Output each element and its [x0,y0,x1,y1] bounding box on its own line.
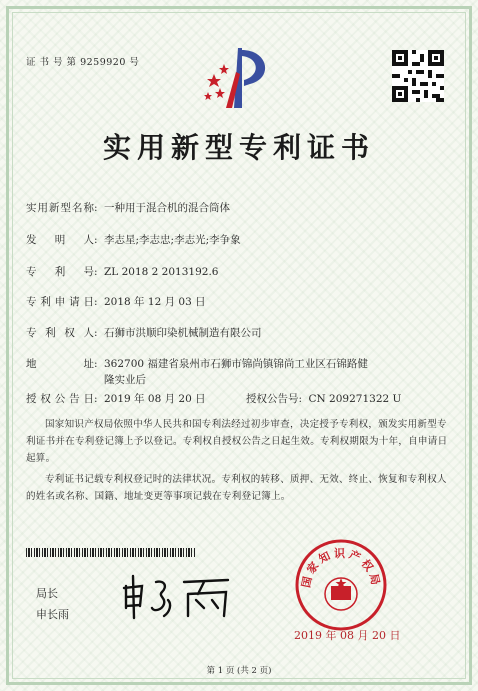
field-label: 专利权人 [26,327,94,339]
field-value: 2018 年 12 月 03 日 [104,296,206,308]
field-label: 发明人 [26,234,94,246]
cnipa-logo-icon [198,44,284,112]
field-value: 石狮市洪顺印染机械制造有限公司 [104,327,262,339]
field-patentee: 专利权人: 石狮市洪顺印染机械制造有限公司 [26,327,262,339]
field-value: CN 209271322 U [308,393,402,405]
certificate-title: 实用新型专利证书 [102,131,375,164]
field-label: 授权公告日 [26,393,94,405]
address-line-2: 隆实业后 [104,374,146,386]
official-seal-icon [294,538,388,632]
field-value: 2019 年 08 月 20 日 [104,393,206,405]
field-value: 李志星;李志忠;李志光;李争象 [104,234,241,246]
signatory-name: 申长雨 [36,608,69,621]
field-application-date: 专利申请日: 2018 年 12 月 03 日 [26,296,206,308]
svg-text:国家知识产权局: 国家知识产权局 [299,547,383,589]
field-value: ZL 2018 2 2013192.6 [104,266,219,278]
signatory-title: 局长 [36,587,58,600]
field-patent-number: 专利号: ZL 2018 2 2013192.6 [26,266,219,278]
barcode [26,548,196,557]
field-grant-date: 授权公告日: 2019 年 08 月 20 日 [26,393,206,405]
inner-border [12,12,466,679]
seal-date: 2019 年 08 月 20 日 [294,629,401,642]
field-grant-number: 授权公告号: CN 209271322 U [246,393,402,405]
field-utility-model-name: 实用新型名称: 一种用于混合机的混合筒体 [26,202,230,214]
certificate-number: 证 书 号 第 9259920 号 [26,57,140,68]
page-footer: 第 1 页 (共 2 页) [206,666,272,676]
field-label: 实用新型名称 [26,202,94,214]
certificate-statement [26,416,451,505]
qr-code-icon [392,50,444,102]
field-label: 地址 [26,358,94,370]
field-value: 一种用于混合机的混合筒体 [104,202,230,214]
field-label: 授权公告号 [246,393,299,405]
address-line-1: 362700 福建省泉州市石狮市锦尚镇锦尚工业区石锦路健 [104,358,368,370]
field-label: 专利申请日 [26,296,94,308]
handwritten-signature [118,572,236,622]
field-address: 地址: 362700 福建省泉州市石狮市锦尚镇锦尚工业区石锦路健 [26,358,368,370]
field-inventors: 发明人: 李志星;李志忠;李志光;李争象 [26,234,241,246]
statement-paragraph: 国家知识产权局依照中华人民共和国专利法经过初步审查，决定授予专利权，颁发实用新型专利证书并在专利登记簿上予以登记。专利权自授权公告之日起生效。专利权期限为十年，自申请日起算。 [26,419,448,464]
field-label: 专利号 [26,266,94,278]
statement-paragraph: 专利证书记载专利权登记时的法律状况。专利权的转移、质押、无效、终止、恢复和专利权人的姓名或名称、国籍、地址变更等事项记载在专利登记簿上。 [26,474,447,502]
